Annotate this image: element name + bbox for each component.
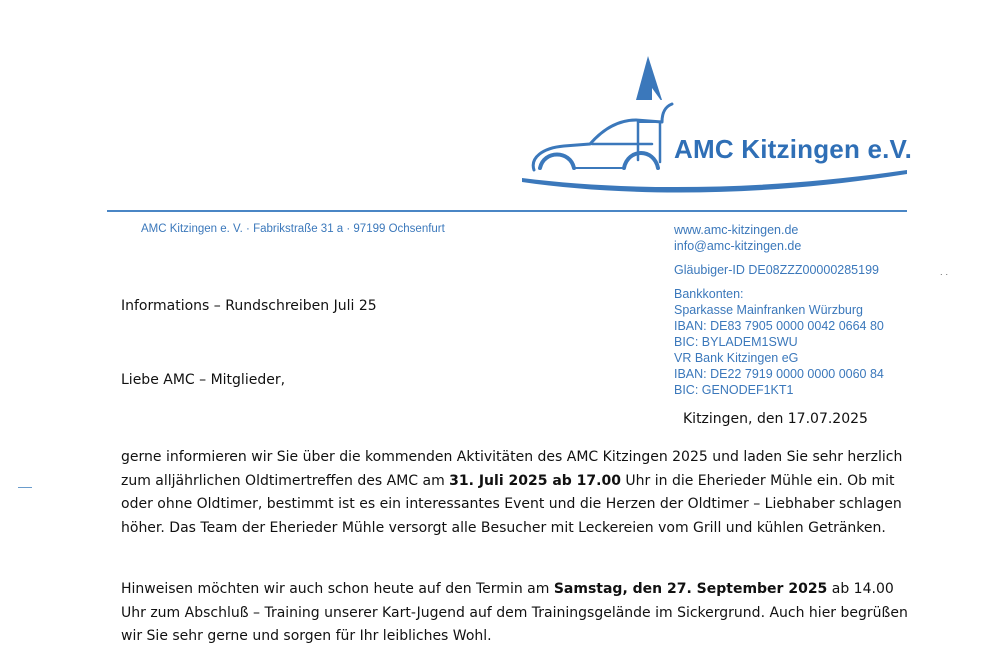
- event-date: 31. Juli 2025 ab 17.00: [449, 472, 621, 489]
- bank1-iban: IBAN: DE83 7905 0000 0042 0664 80: [674, 319, 884, 333]
- bank2-iban: IBAN: DE22 7919 0000 0000 0060 84: [674, 367, 884, 381]
- letter-greeting: Liebe AMC – Mitglieder,: [121, 372, 286, 388]
- paragraph-text: gerne informieren wir Sie über die kommenden Aktivitäten des AMC Kitzingen 2025 und laden Sie sehr herzlich zum alljährlichen Oldtimertreffen des AMC am: [121, 449, 903, 489]
- event-date: Samstag, den 27. September 2025: [553, 581, 828, 597]
- bank2-name: VR Bank Kitzingen eG: [674, 351, 799, 365]
- letter-subject: Informations – Rundschreiben Juli 25: [121, 298, 377, 314]
- contact-block: [674, 222, 974, 398]
- email-link[interactable]: info@amc-kitzingen.de: [674, 239, 802, 253]
- paragraph-text: Hinweisen möchten wir auch schon heute auf den Termin am: [121, 581, 554, 597]
- bank-heading: Bankkonten:: [674, 287, 744, 301]
- website-link[interactable]: www.amc-kitzingen.de: [674, 223, 799, 237]
- creditor-id: Gläubiger-ID DE08ZZZ00000285199: [674, 263, 879, 277]
- scan-specks: ..: [940, 268, 952, 277]
- fold-mark: [18, 487, 32, 488]
- sender-address: AMC Kitzingen e. V. · Fabrikstraße 31 a · 97199 Ochsenfurt: [141, 223, 445, 235]
- amc-logo-graphic: [512, 50, 912, 200]
- letter-date: Kitzingen, den 17.07.2025: [683, 411, 868, 427]
- paragraph-oldtimer: [121, 446, 911, 540]
- bank1-bic: BIC: BYLADEM1SWU: [674, 335, 798, 349]
- letterhead-divider: [107, 210, 907, 212]
- paragraph-kart-training: [121, 578, 911, 649]
- brand-name: AMC Kitzingen e.V.: [674, 134, 913, 164]
- bank1-name: Sparkasse Mainfranken Würzburg: [674, 303, 863, 317]
- paragraph-text: Uhr in die Eherieder Mühle ein. Ob mit oder ohne Oldtimer, bestimmt ist es ein interessantes Event und die Herzen der Oldtimer – Liebhaber schlagen höher. Das Team der Eherieder Mühle versorgt alle Besucher mit Leckereien vom Grill und kühlen Getränken.: [121, 472, 902, 536]
- paragraph-text: ab 14.00 Uhr zum Abschluß – Training unserer Kart-Jugend auf dem Trainingsgelände im Sickergrund. Auch hier begrüßen wir Sie sehr gerne und sorgen für Ihr leibliches Wohl.: [121, 581, 908, 644]
- bank2-bic: BIC: GENODEF1KT1: [674, 383, 794, 397]
